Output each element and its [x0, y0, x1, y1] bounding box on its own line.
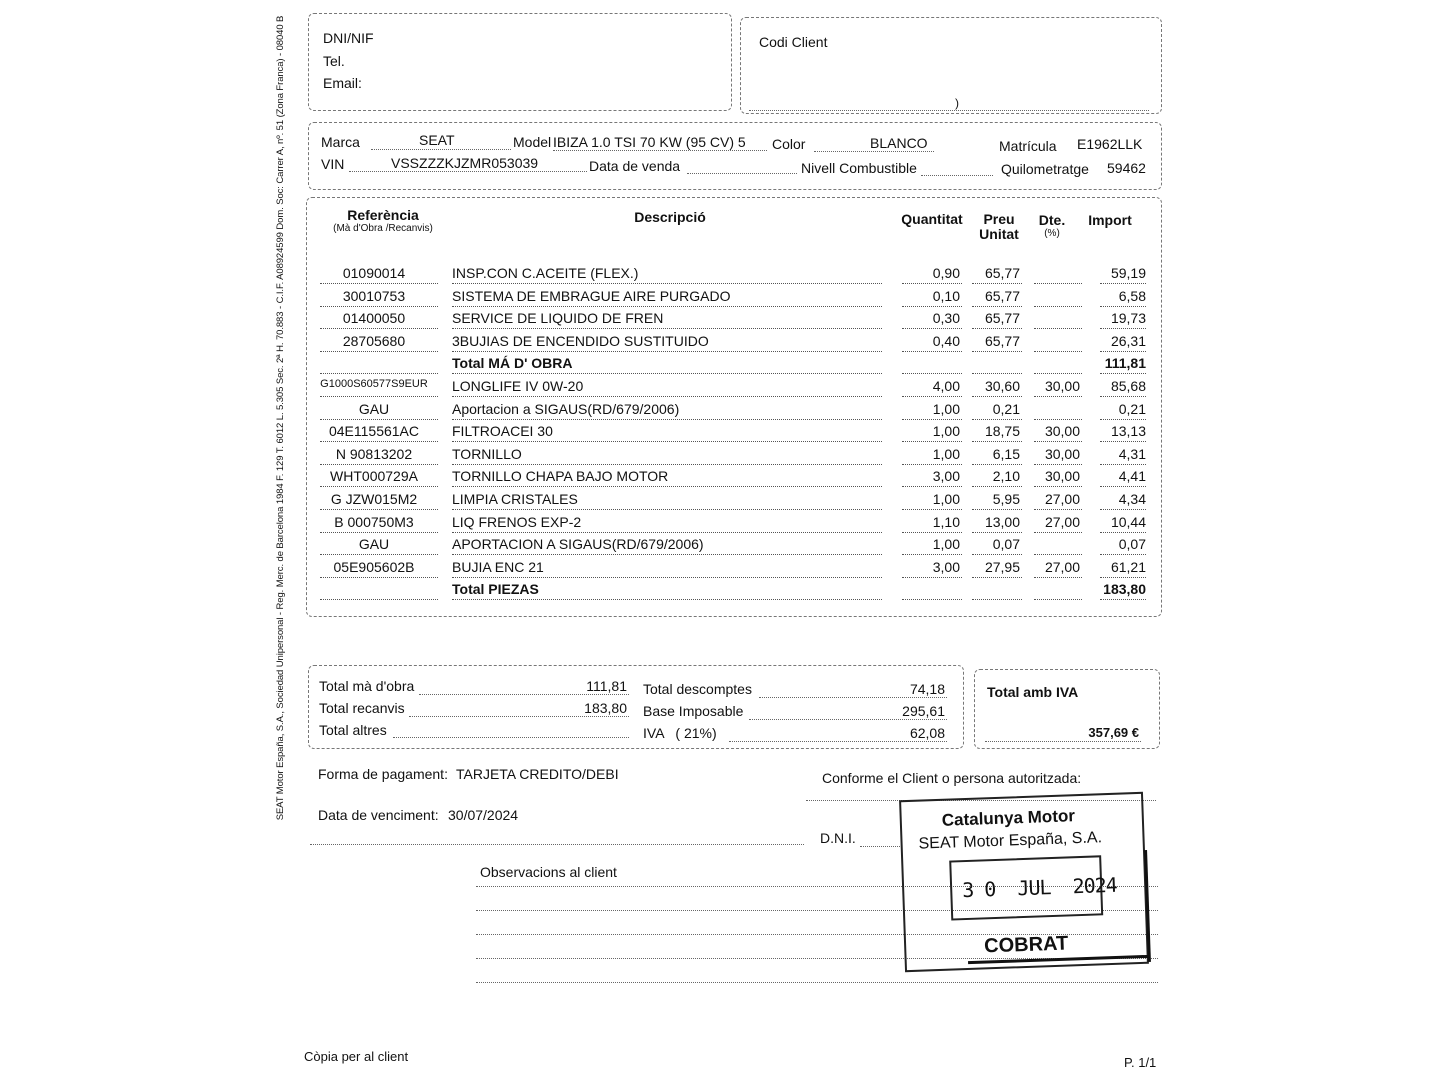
header-referencia-sub: (Mà d'Obra /Recanvis) [333, 223, 433, 234]
cell-imp: 85,68 [1110, 378, 1146, 394]
cell-imp: 6,58 [1118, 287, 1146, 304]
cell-desc: SISTEMA DE EMBRAGUE AIRE PURGADO [452, 287, 731, 304]
total-recanvis-underline [409, 716, 629, 717]
base-imposable-value: 295,61 [902, 703, 945, 719]
cell-pu: 65,77 [984, 287, 1020, 304]
cell-desc: Total PIEZAS [452, 581, 539, 598]
cell-desc: BUJIA ENC 21 [452, 558, 544, 575]
cell-imp: 10,44 [1110, 513, 1146, 530]
cell-desc: LIQ FRENOS EXP-2 [452, 513, 582, 530]
cell-imp: 4,34 [1118, 491, 1146, 507]
cell-qty: 1,00 [932, 400, 960, 417]
codi-client-underline [749, 110, 1149, 111]
marca-value: SEAT [419, 132, 455, 148]
combustible-label: Nivell Combustible [801, 160, 917, 176]
table-row [310, 262, 1160, 284]
cell-underline [320, 599, 438, 600]
iva-underline [729, 741, 947, 742]
cell-ref: WHT000729A [330, 468, 418, 485]
header-descripcio: Descripció [634, 209, 706, 225]
payment-underline [310, 844, 804, 845]
stamp-company: Catalunya Motor [941, 806, 1076, 830]
table-row [310, 443, 1160, 465]
cell-imp: 26,31 [1110, 332, 1146, 349]
signature-dni-label: D.N.I. [820, 830, 856, 846]
cell-qty: 0,10 [932, 287, 960, 304]
total-descomptes-label: Total descomptes [643, 681, 752, 697]
cell-desc: TORNILLO [452, 445, 522, 462]
total-ma-obra-underline [419, 694, 629, 695]
cell-ref: 01400050 [342, 310, 406, 327]
total-recanvis-value: 183,80 [584, 700, 627, 716]
cell-desc: APORTACION A SIGAUS(RD/679/2006) [452, 536, 704, 553]
cell-qty: 1,10 [932, 513, 960, 530]
data-venda-label: Data de venda [589, 158, 681, 174]
total-iva-box [974, 669, 1160, 749]
cell-qty: 1,00 [932, 423, 960, 440]
cell-pu: 65,77 [984, 265, 1020, 281]
cell-desc: LIMPIA CRISTALES [452, 491, 578, 507]
table-row [310, 511, 1160, 533]
combustible-underline [921, 175, 993, 176]
cell-desc: Aportacion a SIGAUS(RD/679/2006) [452, 400, 680, 417]
total-descomptes-value: 74,18 [909, 681, 945, 697]
cell-ref: 01090014 [342, 265, 406, 281]
cell-imp: 59,19 [1110, 265, 1146, 281]
observacions-label: Observacions al client [480, 864, 617, 880]
signature-dni-underline [860, 846, 900, 847]
total-altres-underline [393, 737, 629, 738]
vin-label: VIN [321, 156, 345, 172]
cell-pu: 13,00 [984, 513, 1020, 530]
header-preu-unitat: Preu Unitat [979, 211, 1019, 242]
cell-imp: 4,41 [1118, 468, 1146, 485]
cell-imp: 0,07 [1118, 536, 1146, 553]
cell-underline [1034, 599, 1082, 600]
header-quantitat: Quantitat [901, 211, 963, 227]
cell-dte: 27,00 [1044, 491, 1080, 507]
cell-dte: 27,00 [1044, 558, 1080, 575]
iva-label: IVA ( 21%) [643, 725, 717, 741]
cell-imp: 4,31 [1118, 445, 1146, 462]
cell-ref: 05E905602B [333, 558, 415, 575]
cell-underline [902, 599, 962, 600]
cell-dte: 30,00 [1044, 423, 1080, 440]
client-info-box [308, 13, 732, 111]
km-label: Quilometratge [1001, 161, 1089, 177]
cell-qty: 0,30 [932, 310, 960, 327]
forma-pagament-value: TARJETA CREDITO/DEBI [456, 766, 619, 782]
cell-desc: LONGLIFE IV 0W-20 [452, 378, 584, 394]
table-row [310, 465, 1160, 487]
cell-pu: 2,10 [992, 468, 1020, 485]
cell-ref: 30010753 [342, 287, 406, 304]
cell-desc: 3BUJIAS DE ENCENDIDO SUSTITUIDO [452, 332, 709, 349]
cell-dte: 30,00 [1044, 468, 1080, 485]
cell-imp: 13,13 [1110, 423, 1146, 440]
cell-ref: G JZW015M2 [330, 491, 418, 507]
cell-desc: Total MÁ D' OBRA [452, 355, 573, 372]
cell-ref: GAU [358, 536, 390, 553]
data-venciment-value: 30/07/2024 [448, 807, 519, 823]
color-label: Color [772, 136, 806, 152]
cell-imp: 111,81 [1104, 355, 1146, 372]
cell-pu: 6,15 [992, 445, 1020, 462]
total-ma-obra-value: 111,81 [586, 678, 627, 694]
totals-box [308, 665, 964, 749]
cell-qty: 0,90 [932, 265, 960, 281]
marca-underline [371, 149, 511, 150]
observacions-line-5 [476, 982, 1158, 983]
color-value: BLANCO [870, 135, 928, 151]
client-code-box [740, 17, 1162, 114]
table-row [310, 285, 1160, 307]
table-row [310, 488, 1160, 510]
total-ma-obra-label: Total mà d'obra [319, 678, 415, 694]
base-imposable-label: Base Imposable [643, 703, 744, 719]
vehicle-info-box [308, 122, 1162, 190]
total-iva-value: 357,69 € [1088, 725, 1139, 740]
model-underline [553, 150, 767, 151]
legal-sidebar-text: SEAT Motor España, S.A., Sociedad Unipersonal - Reg. Merc. de Barcelona 1984 F. 129 T. 6012 L. 5.305 Sec. 2ª H. 70.883 - C.I.F. A08924599 Dom. Soc: Carrer A, nº. 51 (Zona Franca) - 08040 B [275, 15, 286, 821]
table-row [310, 398, 1160, 420]
header-referencia-text: Referència [347, 207, 419, 223]
cell-underline [1100, 599, 1146, 600]
cell-desc: FILTROACEI 30 [452, 423, 553, 440]
model-value: IBIZA 1.0 TSI 70 KW (95 CV) 5 [553, 134, 746, 150]
stamp-subtitle: SEAT Motor España, S.A. [918, 829, 1103, 853]
table-total-row [310, 578, 1160, 600]
cell-imp: 0,21 [1118, 400, 1146, 417]
color-underline [814, 151, 934, 152]
table-row [310, 533, 1160, 555]
data-venciment-label: Data de venciment: [318, 807, 439, 823]
header-dte-text: Dte. [1038, 212, 1066, 228]
cell-dte: 27,00 [1044, 513, 1080, 530]
header-referencia [330, 207, 436, 234]
cell-ref: 04E115561AC [328, 423, 420, 440]
header-dte [1030, 212, 1074, 239]
cell-qty: 3,00 [932, 468, 960, 485]
cell-imp: 19,73 [1110, 310, 1146, 327]
stamp-status: COBRAT [983, 932, 1069, 958]
cell-dte: 30,00 [1044, 378, 1080, 394]
cell-imp: 183,80 [1103, 581, 1146, 598]
cell-pu: 0,21 [992, 400, 1020, 417]
total-descomptes-underline [759, 697, 947, 698]
vin-value: VSSZZZKJZMR053039 [391, 155, 539, 171]
total-recanvis-label: Total recanvis [319, 700, 405, 716]
cell-imp: 61,21 [1110, 558, 1146, 575]
matricula-label: Matrícula [999, 138, 1057, 154]
cell-pu: 0,07 [992, 536, 1020, 553]
cell-desc: INSP.CON C.ACEITE (FLEX.) [452, 265, 639, 281]
stamp-date-box [949, 855, 1118, 920]
cell-underline [452, 599, 882, 600]
cell-qty: 3,00 [932, 558, 960, 575]
marca-label: Marca [321, 134, 360, 150]
copy-label: Còpia per al client [304, 1049, 409, 1064]
iva-value: 62,08 [909, 725, 945, 741]
codi-client-label: Codi Client [759, 34, 828, 50]
forma-pagament-label: Forma de pagament: [318, 766, 448, 782]
total-altres-label: Total altres [319, 722, 387, 738]
total-iva-label: Total amb IVA [987, 684, 1079, 700]
cell-pu: 30,60 [984, 378, 1020, 394]
header-dte-sub: (%) [1044, 228, 1060, 239]
cell-qty: 1,00 [932, 445, 960, 462]
table-row [310, 375, 1160, 397]
dni-label: DNI/NIF [323, 30, 374, 46]
cell-dte: 30,00 [1044, 445, 1080, 462]
cell-qty: 1,00 [932, 491, 960, 507]
tel-label: Tel. [323, 53, 345, 69]
total-iva-underline [985, 741, 1141, 742]
cell-ref: GAU [358, 400, 390, 417]
conforme-label: Conforme el Client o persona autoritzada: [822, 770, 1082, 786]
cell-qty: 4,00 [932, 378, 960, 394]
table-total-row [310, 352, 1160, 374]
table-row [310, 330, 1160, 352]
vin-underline [349, 171, 587, 172]
model-label: Model [513, 134, 552, 150]
cell-ref: G1000S60577S9EUR [320, 378, 428, 390]
cell-qty: 0,40 [932, 332, 960, 349]
base-imposable-underline [749, 719, 947, 720]
header-import: Import [1088, 212, 1132, 228]
table-row [310, 556, 1160, 578]
cell-pu: 5,95 [992, 491, 1020, 507]
page-number: P. 1/1 [1124, 1055, 1157, 1070]
matricula-value: E1962LLK [1077, 136, 1143, 152]
cell-qty: 1,00 [932, 536, 960, 553]
cell-pu: 27,95 [984, 558, 1020, 575]
email-label: Email: [323, 75, 362, 91]
table-row [310, 307, 1160, 329]
table-row [310, 420, 1160, 442]
cell-pu: 18,75 [984, 423, 1020, 440]
codi-client-mark: ) [955, 96, 959, 110]
cell-desc: SERVICE DE LIQUIDO DE FREN [452, 310, 664, 327]
cell-pu: 65,77 [984, 310, 1020, 327]
cell-ref: 28705680 [342, 332, 406, 349]
cell-pu: 65,77 [984, 332, 1020, 349]
cell-ref: N 90813202 [335, 445, 413, 462]
paid-stamp [899, 792, 1149, 972]
cell-desc: TORNILLO CHAPA BAJO MOTOR [452, 468, 669, 485]
cell-underline [972, 599, 1022, 600]
km-value: 59462 [1107, 160, 1146, 176]
data-venda-underline [687, 173, 797, 174]
cell-ref: B 000750M3 [334, 513, 414, 530]
stamp-date: 3 0 JUL 2024 [961, 872, 1118, 903]
